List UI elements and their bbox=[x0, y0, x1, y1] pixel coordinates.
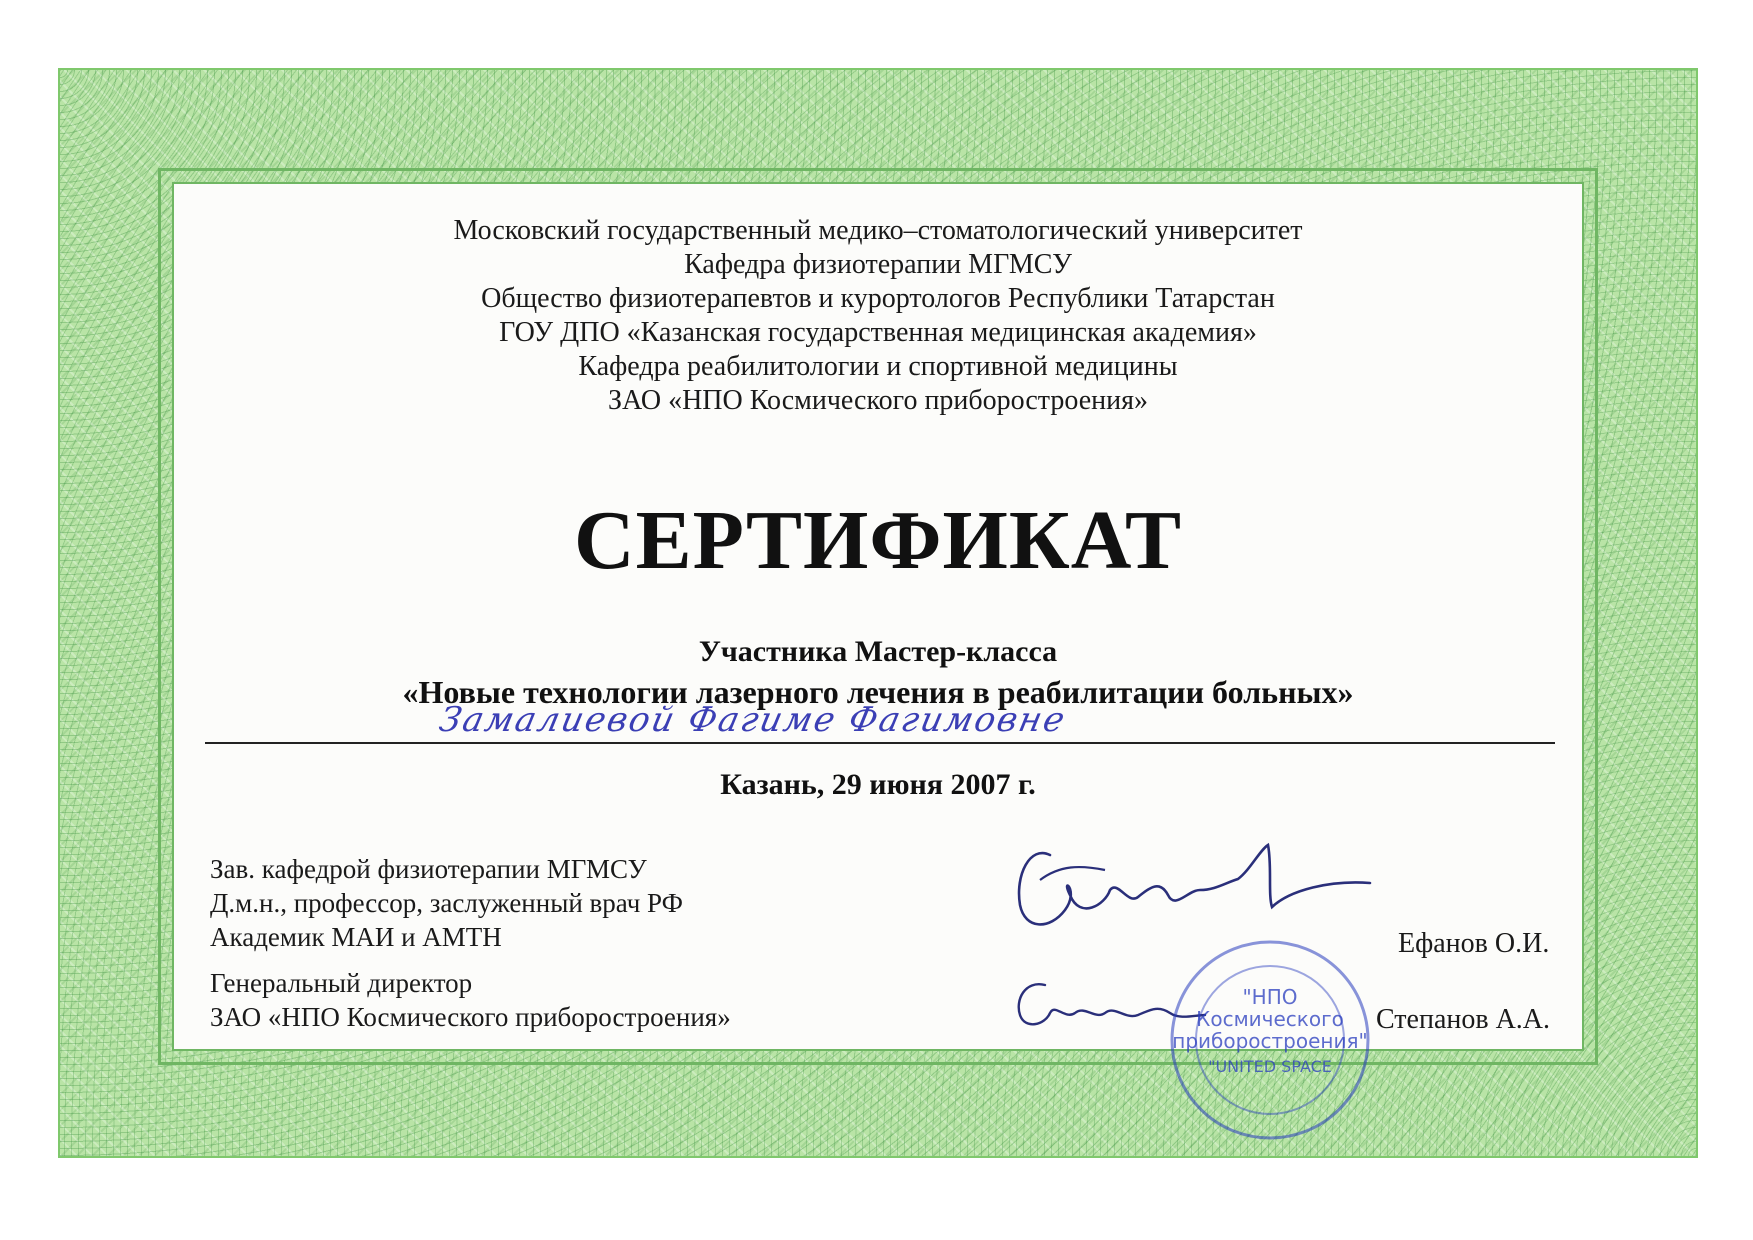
org-line-4: ГОУ ДПО «Казанская государственная медицинская академия» bbox=[499, 317, 1257, 348]
certificate-title: СЕРТИФИКАТ bbox=[573, 494, 1183, 587]
org-line-3: Общество физиотерапевтов и курортологов Республики Татарстан bbox=[481, 283, 1275, 314]
org-line-6: ЗАО «НПО Космического приборостроения» bbox=[608, 385, 1148, 416]
recipient-underline bbox=[205, 742, 1555, 744]
subtitle-line-2: «Новые технологии лазерного лечения в реабилитации больных» bbox=[402, 674, 1354, 710]
signature-1-image bbox=[1010, 835, 1390, 955]
stamp-line-4: "UNITED SPACE bbox=[1208, 1057, 1332, 1076]
signatory-2-title bbox=[210, 966, 731, 1034]
organizations-header bbox=[172, 214, 1584, 418]
recipient-handwritten-name: Замалиевой Фагиме Фагимовне bbox=[435, 700, 1071, 740]
stamp-line-3: приборостроения" bbox=[1172, 1029, 1368, 1053]
org-line-2: Кафедра физиотерапии МГМСУ bbox=[684, 249, 1072, 280]
subtitle-line-1: Участника Мастер-класса bbox=[698, 635, 1058, 668]
stamp-line-2: Космического bbox=[1196, 1007, 1344, 1031]
org-line-5: Кафедра реабилитологии и спортивной медицины bbox=[578, 351, 1178, 382]
place-date: Казань, 29 июня 2007 г. bbox=[720, 768, 1036, 801]
official-stamp bbox=[1168, 938, 1372, 1142]
signatory-1-line-1: Зав. кафедрой физиотерапии МГМСУ bbox=[210, 854, 647, 884]
signatory-1-line-2: Д.м.н., профессор, заслуженный врач РФ bbox=[210, 888, 683, 918]
signatory-2-line-2: ЗАО «НПО Космического приборостроения» bbox=[210, 1002, 731, 1032]
org-line-1: Московский государственный медико–стоматологический университет bbox=[453, 215, 1303, 246]
signatory-2-line-1: Генеральный директор bbox=[210, 968, 473, 998]
signatory-1-title bbox=[210, 852, 683, 954]
signatory-1-name: Ефанов О.И. bbox=[1398, 928, 1550, 959]
stamp-line-1: "НПО bbox=[1242, 985, 1298, 1009]
signatory-2-name: Степанов А.А. bbox=[1376, 1004, 1551, 1035]
signatory-1-line-3: Академик МАИ и АМТН bbox=[210, 922, 502, 952]
